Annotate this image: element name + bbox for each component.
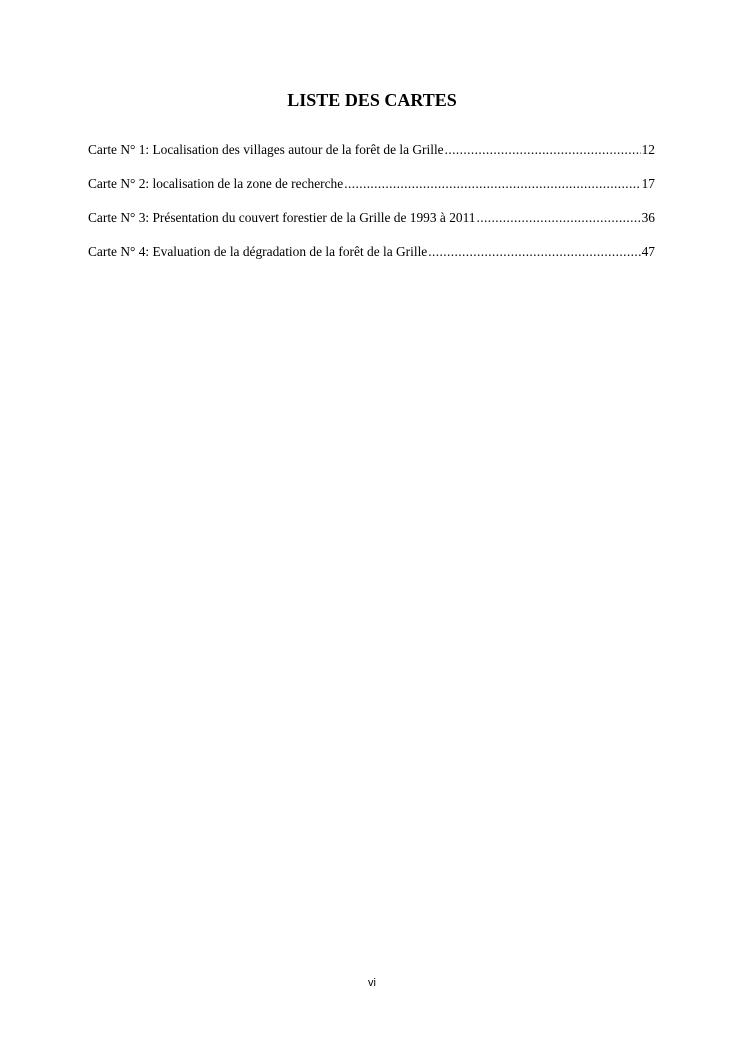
- toc-entry-page: 17: [641, 176, 655, 191]
- toc-entry-1[interactable]: [88, 142, 655, 176]
- page-title: LISTE DES CARTES: [287, 90, 457, 110]
- toc-entry-2[interactable]: [88, 176, 655, 210]
- toc-entry-label: Carte N° 3: Présentation du couvert forestier de la Grille de 1993 à 2011: [88, 210, 476, 225]
- dot-leader: [344, 176, 640, 192]
- dot-leader: [428, 244, 640, 260]
- dot-leader: [445, 142, 641, 158]
- toc-entry-label: Carte N° 4: Evaluation de la dégradation de la forêt de la Grille: [88, 244, 428, 259]
- page-number: vi: [368, 977, 376, 989]
- toc-entry-label: Carte N° 2: localisation de la zone de recherche: [88, 176, 344, 191]
- toc-entry-3[interactable]: [88, 210, 655, 244]
- toc-entry-4[interactable]: [88, 244, 655, 278]
- toc-entry-page: 47: [641, 244, 655, 259]
- dot-leader: [477, 210, 641, 226]
- toc-entry-page: 36: [641, 210, 655, 225]
- list-of-maps: [88, 142, 655, 278]
- toc-entry-page: 12: [641, 142, 655, 157]
- toc-entry-label: Carte N° 1: Localisation des villages autour de la forêt de la Grille: [88, 142, 444, 157]
